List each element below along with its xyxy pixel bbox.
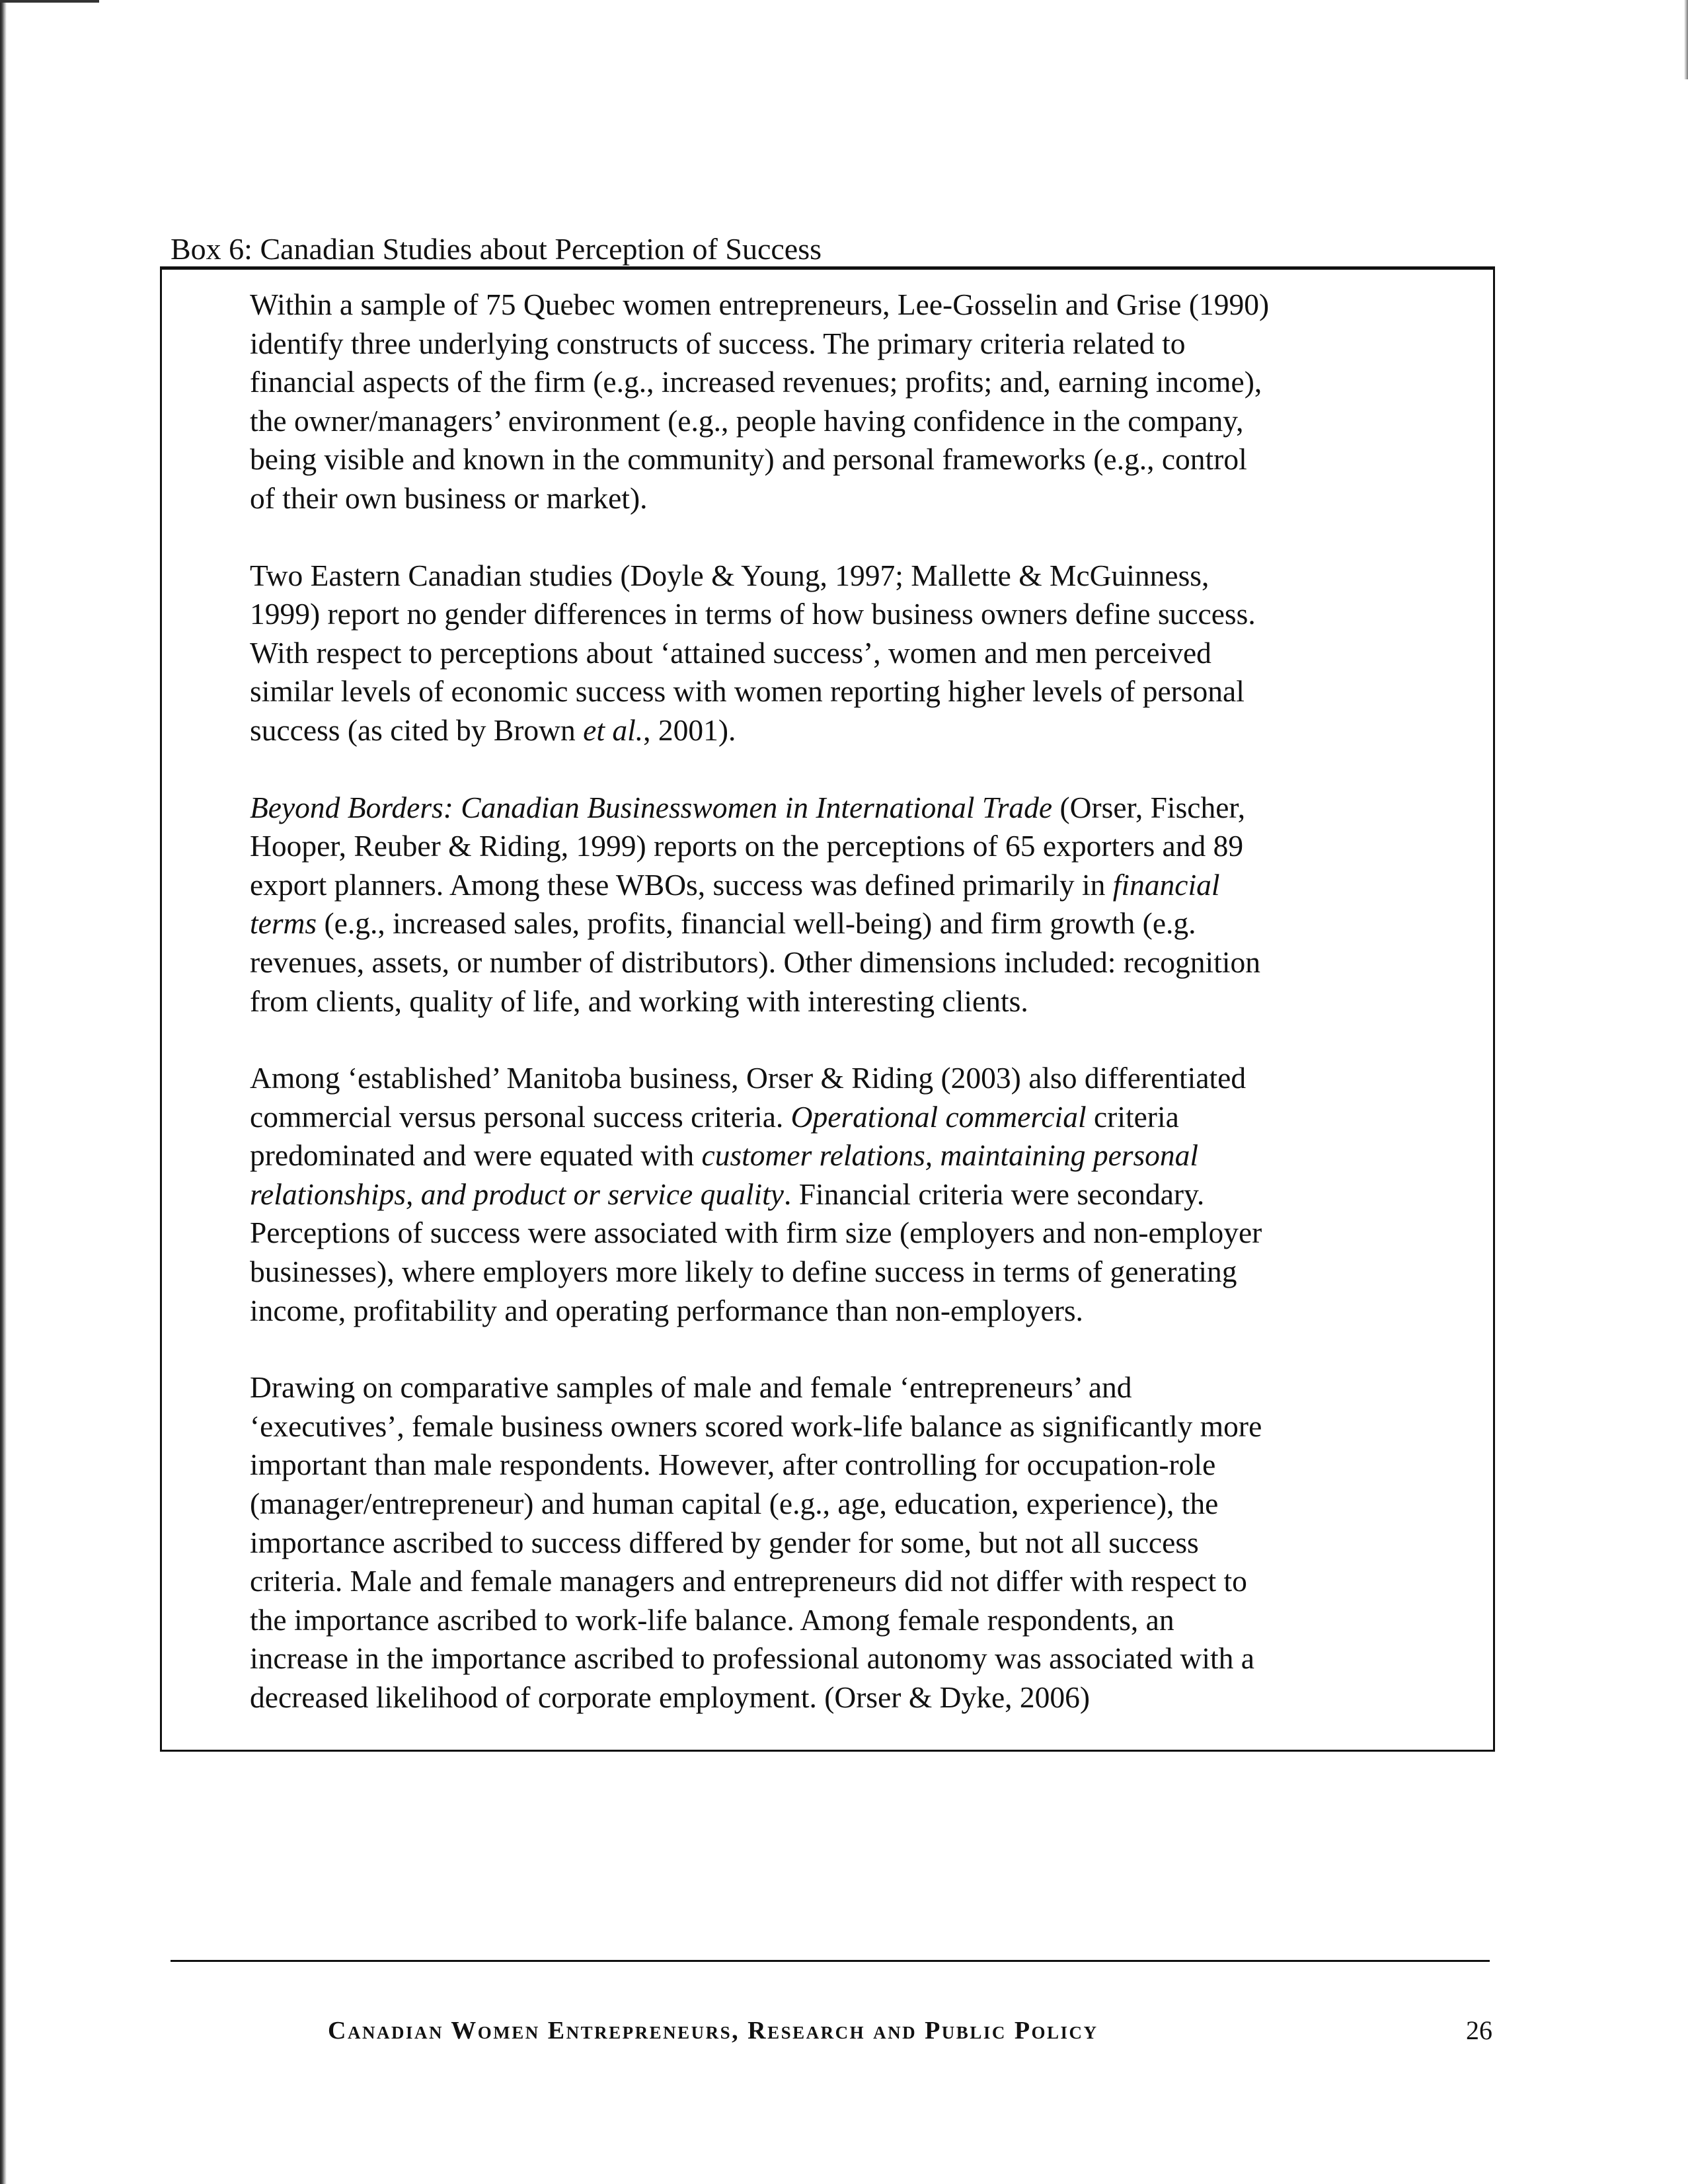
footer-rule	[171, 1960, 1490, 1962]
italic-text-segment: customer relations, maintaining personal relationships, and product or service quality	[250, 1138, 1199, 1211]
italic-text-segment: et al.	[583, 713, 644, 747]
text-segment: , 2001).	[643, 713, 736, 747]
scan-edge-left	[0, 0, 7, 2184]
italic-text-segment: Operational commercial	[790, 1099, 1087, 1134]
box-body	[250, 286, 1413, 1717]
scan-edge-top	[0, 0, 99, 3]
italic-text-segment: financial terms	[250, 867, 1220, 941]
text-segment: (e.g., increased sales, profits, financial well-being) and firm growth (e.g. revenues, assets, or number of distributors). Other dimensions included: recognition from clients, quality of life, and working with interesting clients.	[250, 906, 1260, 1018]
box-paragraph	[250, 286, 1413, 518]
text-segment: criteria predominated and were equated with	[250, 1099, 1179, 1173]
page-number: 26	[1466, 2015, 1492, 2045]
box-paragraph	[250, 789, 1413, 1021]
box-title: Box 6: Canadian Studies about Perception of Success	[171, 232, 822, 266]
text-segment: Among ‘established’ Manitoba business, Orser & Riding (2003) also differentiated commercial versus personal success criteria.	[250, 1061, 1247, 1134]
box-paragraph	[250, 1059, 1413, 1330]
box-paragraph	[250, 557, 1413, 750]
text-segment: Within a sample of 75 Quebec women entrepreneurs, Lee-Gosselin and Grise (1990) identify three underlying constructs of success. The primary criteria related to financial aspects of the firm (e.g., increased revenues; profits; and, earning income), the owner/managers’ environment (e.g., people having confidence in the company, being visible and known in the community) and personal frameworks (e.g., control of their own business or market).	[250, 288, 1270, 515]
italic-text-segment: Beyond Borders: Canadian Businesswomen in International Trade	[250, 790, 1053, 824]
scan-edge-right	[1684, 0, 1688, 79]
text-segment: Drawing on comparative samples of male and female ‘entrepreneurs’ and ‘executives’, female business owners scored work-life balance as significantly more important than male respondents. However, after controlling for occupation-role (manager/entrepreneur) and human capital (e.g., age, education, experience), the importance ascribed to success differed by gender for some, but not all success criteria. Male and female managers and entrepreneurs did not differ with respect to the importance ascribed to work-life balance. Among female respondents, an increase in the importance ascribed to professional autonomy was associated with a decreased likelihood of corporate employment. (Orser & Dyke, 2006)	[250, 1370, 1262, 1714]
text-segment: . Financial criteria were secondary. Perceptions of success were associated with firm size (employers and non-employer businesses), where employers more likely to define success in terms of generating income, profitability and operating performance than non-employers.	[250, 1177, 1262, 1327]
box-paragraph	[250, 1368, 1413, 1717]
text-segment: Two Eastern Canadian studies (Doyle & Young, 1997; Mallette & McGuinness, 1999) report no gender differences in terms of how business owners define success. With respect to perceptions about ‘attained success’, women and men perceived similar levels of economic success with women reporting higher levels of personal success (as cited by Brown	[250, 558, 1256, 747]
running-footer-title: Canadian Women Entrepreneurs, Research and Public Policy	[328, 2017, 1098, 2045]
text-segment: (Orser, Fischer, Hooper, Reuber & Riding, 1999) reports on the perceptions of 65 exporters and 89 export planners. Among these WBOs, success was defined primarily in	[250, 790, 1246, 902]
